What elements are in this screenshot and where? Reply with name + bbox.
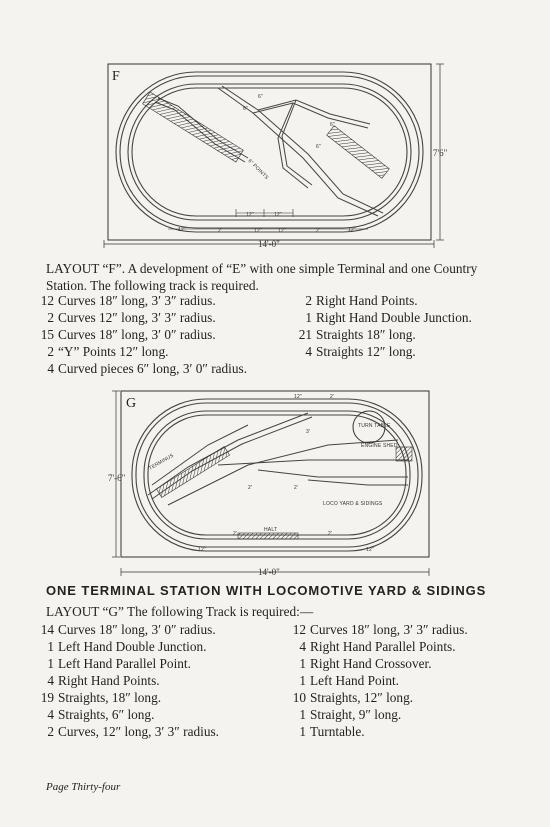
layout-g-track-item <box>38 638 219 655</box>
layout-g-halt-label: HALT <box>264 527 278 533</box>
layout-g-dim-3: 3' <box>306 429 311 435</box>
layout-g-dim-2-mid: 2' <box>248 485 253 491</box>
page-footer: Page Thirty-four <box>46 781 121 793</box>
layout-g-track-item <box>290 655 468 672</box>
item-description: Right Hand Points. <box>316 293 418 308</box>
layout-g-heading: ONE TERMINAL STATION WITH LOCOMOTIVE YARD & SIDINGS <box>46 583 487 598</box>
layout-g-loco-yard-label: LOCO YARD & SIDINGS <box>323 501 383 507</box>
item-description: Curves 18″ long, 3′ 3″ radius. <box>310 622 468 637</box>
item-description: Right Hand Double Junction. <box>316 310 472 325</box>
item-quantity: 1 <box>299 707 306 722</box>
layout-g-track-item <box>290 723 468 740</box>
layout-f-diagram <box>98 58 450 252</box>
layout-f-width-label: 14'-0" <box>258 239 280 249</box>
item-description: Straights, 6″ long. <box>58 707 155 722</box>
item-description: Curves 18″ long, 3′ 0″ radius. <box>58 622 216 637</box>
item-quantity: 1 <box>299 724 306 739</box>
item-quantity: 4 <box>47 361 54 376</box>
item-description: Turntable. <box>310 724 365 739</box>
layout-g-track-item <box>38 706 219 723</box>
layout-f-right-list <box>296 292 472 360</box>
item-quantity: 12 <box>292 622 306 637</box>
item-description: Curves 18″ long, 3′ 0″ radius. <box>58 327 216 342</box>
item-description: Straights, 12″ long. <box>310 690 414 705</box>
layout-g-dim-2-br: 2' <box>328 531 333 537</box>
item-description: Right Hand Points. <box>58 673 160 688</box>
layout-g-diagram <box>108 385 438 580</box>
item-quantity: 2 <box>47 724 54 739</box>
item-quantity: 14 <box>40 622 54 637</box>
layout-g-letter: G <box>126 396 137 411</box>
item-quantity: 12 <box>40 293 54 308</box>
layout-g-terminus-label: TERMINUS <box>148 452 176 472</box>
item-quantity: 21 <box>298 327 312 342</box>
layout-f-points-label: 6" POINTS <box>246 158 270 182</box>
layout-f-letter: F <box>112 69 120 84</box>
item-description: Left Hand Double Junction. <box>58 639 207 654</box>
layout-g-terminus-platform <box>156 447 229 498</box>
layout-f-label-six-4: 6" <box>316 144 321 150</box>
layout-g-dim-2-mid2: 2' <box>294 485 299 491</box>
layout-g-dim-2-bl: 2' <box>233 531 238 537</box>
layout-f-dim-12a: 12" <box>246 212 254 218</box>
item-quantity: 4 <box>305 344 312 359</box>
layout-f-left-list <box>38 292 247 377</box>
layout-f-station-platform <box>327 126 390 179</box>
item-description: Left Hand Parallel Point. <box>58 656 191 671</box>
item-quantity: 2 <box>305 293 312 308</box>
item-description: Right Hand Parallel Points. <box>310 639 456 654</box>
item-description: Straights, 18″ long. <box>58 690 162 705</box>
layout-f-label-six: 6" <box>258 94 263 100</box>
layout-g-caption: LAYOUT “G” The following Track is required:— <box>46 604 314 619</box>
item-quantity: 1 <box>47 656 54 671</box>
item-quantity: 10 <box>292 690 306 705</box>
layout-f-label-six-3: 6" <box>330 122 335 128</box>
layout-f-track-item <box>38 309 247 326</box>
layout-g-track-item <box>38 621 219 638</box>
item-description: Right Hand Crossover. <box>310 656 432 671</box>
layout-g-track-item <box>38 655 219 672</box>
layout-g-track-item <box>290 672 468 689</box>
layout-f-oval-track <box>116 72 423 232</box>
layout-f-dim-2a: 2' <box>218 228 223 234</box>
item-description: Straights 12″ long. <box>316 344 416 359</box>
item-description: Curved pieces 6″ long, 3′ 0″ radius. <box>58 361 248 376</box>
layout-g-track-item <box>290 638 468 655</box>
layout-f-caption: LAYOUT “F”. A development of “E” with one simple Terminal and one Country Station. The following track is required. <box>46 261 478 293</box>
layout-f-track-item <box>296 326 472 343</box>
item-quantity: 2 <box>47 310 54 325</box>
layout-g-track-item <box>38 672 219 689</box>
layout-g-track-item <box>290 621 468 638</box>
layout-g-track-item <box>290 689 468 706</box>
item-description: Curves 12″ long, 3′ 3″ radius. <box>58 310 216 325</box>
item-quantity: 1 <box>47 639 54 654</box>
layout-f-dim-12b: 12" <box>274 212 282 218</box>
layout-g-left-list <box>38 621 219 740</box>
layout-g-width-label: 14'-0" <box>258 567 280 577</box>
item-quantity: 4 <box>299 639 306 654</box>
layout-f-dim-12c: 12" <box>178 227 186 233</box>
layout-f-track-item <box>296 309 472 326</box>
layout-f-straight-dims <box>168 209 368 229</box>
layout-g-track-item <box>38 689 219 706</box>
layout-g-dim-2-top: 2' <box>330 394 335 400</box>
layout-g-dim-12-br: 12" <box>366 547 374 553</box>
layout-g-track-item <box>38 723 219 740</box>
layout-g-engine-shed-label: ENGINE SHED <box>361 443 398 449</box>
item-description: Straights 18″ long. <box>316 327 416 342</box>
layout-f-track-item <box>38 343 247 360</box>
layout-g-right-list <box>290 621 468 740</box>
layout-g-dim-12-bl: 12" <box>198 547 206 553</box>
layout-f-track-item <box>38 326 247 343</box>
layout-f-track-item <box>296 343 472 360</box>
item-description: Left Hand Point. <box>310 673 400 688</box>
item-quantity: 4 <box>47 707 54 722</box>
item-quantity: 2 <box>47 344 54 359</box>
layout-f-dim-2b: 2' <box>316 228 321 234</box>
item-quantity: 1 <box>305 310 312 325</box>
layout-f-dim-12e: 12" <box>278 228 286 234</box>
layout-f-dim-12f: 12" <box>348 227 356 233</box>
item-quantity: 4 <box>47 673 54 688</box>
layout-f-terminal-platform <box>143 92 244 162</box>
item-quantity: 15 <box>40 327 54 342</box>
item-description: “Y” Points 12″ long. <box>58 344 169 359</box>
layout-g-engine-shed <box>396 447 412 461</box>
layout-g-turntable-label: TURN TABLE <box>358 423 391 429</box>
layout-f-track-item <box>38 292 247 309</box>
item-description: Curves 18″ long, 3′ 3″ radius. <box>58 293 216 308</box>
layout-g-dim-12-top: 12" <box>294 394 302 400</box>
layout-f-frame <box>108 64 431 240</box>
item-description: Straight, 9″ long. <box>310 707 402 722</box>
layout-f-label-six-2: 6" <box>243 106 248 112</box>
item-description: Curves, 12″ long, 3′ 3″ radius. <box>58 724 219 739</box>
layout-f-height-label: 7'6" <box>433 148 448 158</box>
item-quantity: 1 <box>299 656 306 671</box>
layout-f-track-item <box>38 360 247 377</box>
item-quantity: 19 <box>40 690 54 705</box>
layout-g-halt-platform <box>238 533 298 539</box>
layout-f-track-item <box>296 292 472 309</box>
layout-g-track-item <box>290 706 468 723</box>
layout-g-height-label: 7'-6" <box>108 473 126 483</box>
layout-f-dim-12d: 12" <box>254 228 262 234</box>
item-quantity: 1 <box>299 673 306 688</box>
